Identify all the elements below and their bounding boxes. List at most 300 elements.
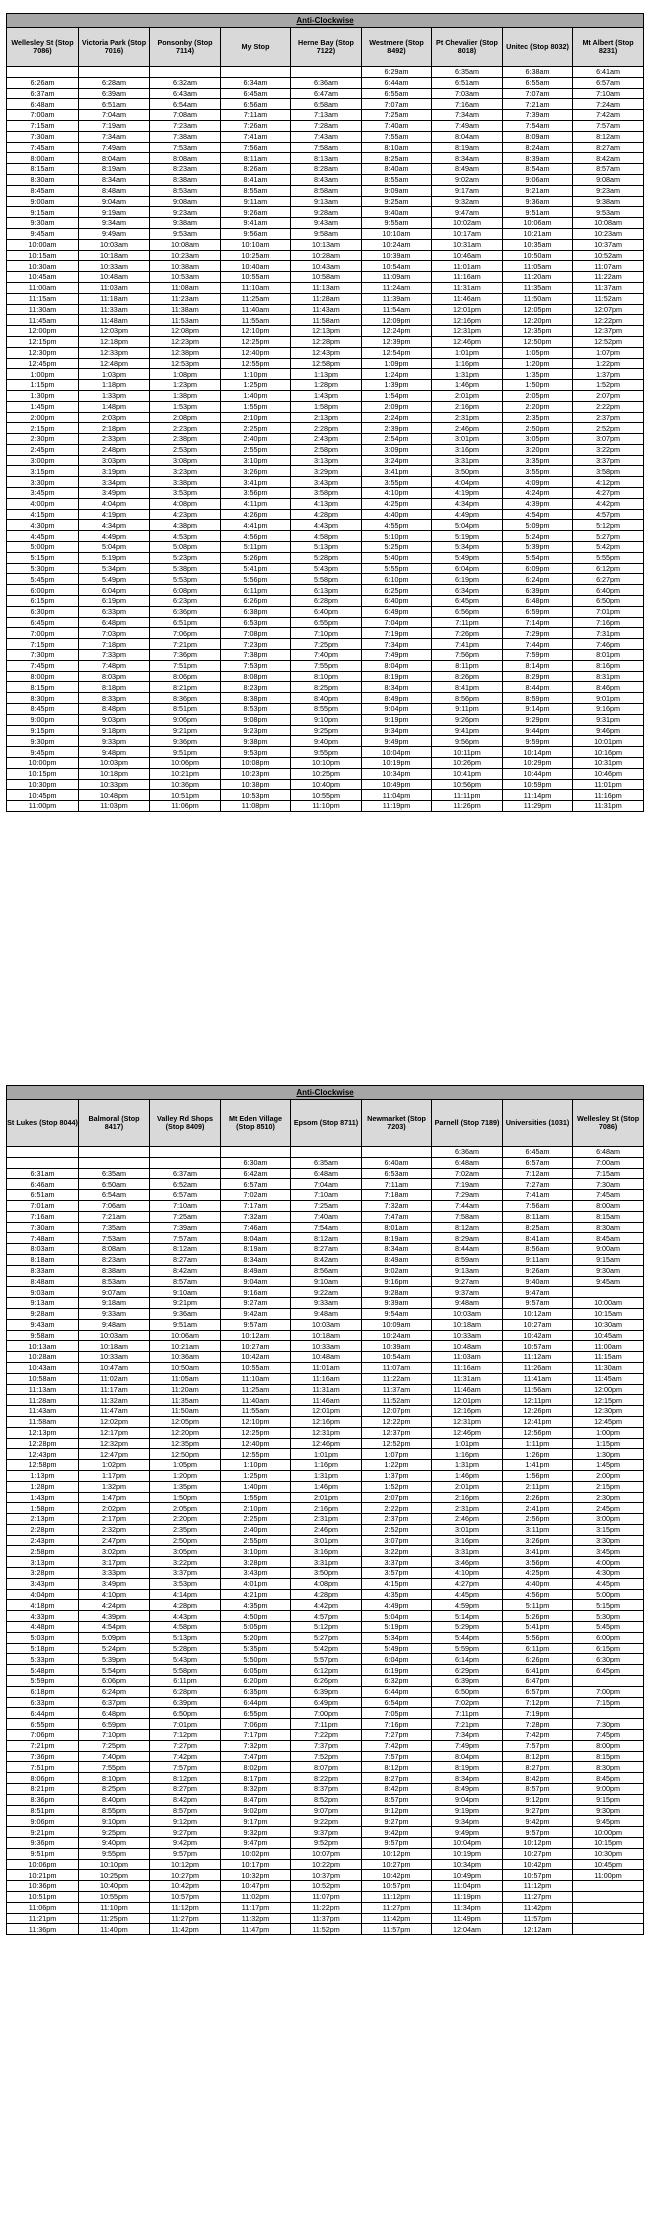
table-row (7, 1557, 644, 1568)
time-cell: 1:13pm (7, 1470, 79, 1481)
time-cell: 8:25pm (291, 682, 362, 693)
time-cell: 11:19pm (432, 1891, 503, 1902)
time-cell: 3:45pm (7, 488, 79, 499)
time-cell: 2:28pm (291, 423, 362, 434)
time-cell: 10:48am (432, 1341, 503, 1352)
time-cell: 4:53pm (150, 531, 221, 542)
time-cell: 9:51pm (150, 747, 221, 758)
time-cell: 8:24am (503, 142, 573, 153)
time-cell: 11:19pm (362, 801, 432, 812)
time-cell (7, 67, 79, 78)
table-row (7, 1816, 644, 1827)
time-cell: 1:16pm (432, 1449, 503, 1460)
table-row (7, 261, 644, 272)
time-cell: 6:50pm (150, 1708, 221, 1719)
time-cell: 6:31am (7, 1168, 79, 1179)
time-cell: 9:21am (503, 185, 573, 196)
time-cell: 5:13pm (150, 1632, 221, 1643)
time-cell: 10:59pm (503, 779, 573, 790)
column-header: Epsom (Stop 8711) (291, 1100, 362, 1147)
time-cell: 8:59pm (503, 693, 573, 704)
time-cell: 12:25pm (221, 336, 291, 347)
time-cell: 7:48pm (79, 660, 150, 671)
time-cell: 9:25pm (291, 725, 362, 736)
time-cell: 8:06pm (7, 1773, 79, 1784)
time-cell: 7:46am (221, 1222, 291, 1233)
time-cell: 7:34am (79, 131, 150, 142)
time-cell: 8:56pm (432, 693, 503, 704)
time-cell: 3:24pm (362, 455, 432, 466)
time-cell: 5:30pm (573, 1611, 644, 1622)
time-cell: 9:06pm (150, 714, 221, 725)
time-cell: 11:28am (291, 293, 362, 304)
time-cell: 1:50pm (150, 1492, 221, 1503)
time-cell: 6:34am (221, 77, 291, 88)
table-row (7, 606, 644, 617)
time-cell: 11:54am (362, 304, 432, 315)
time-cell: 2:16pm (432, 401, 503, 412)
time-cell: 8:40pm (291, 693, 362, 704)
time-cell: 7:15pm (573, 1697, 644, 1708)
time-cell: 9:57am (503, 1298, 573, 1309)
time-cell: 8:32pm (221, 1784, 291, 1795)
time-cell: 6:28am (79, 77, 150, 88)
time-cell: 7:57am (573, 120, 644, 131)
time-cell: 9:48am (291, 1308, 362, 1319)
time-cell: 7:01pm (573, 606, 644, 617)
time-cell: 11:27pm (362, 1902, 432, 1913)
time-cell: 2:47pm (79, 1535, 150, 1546)
time-cell: 7:27am (503, 1179, 573, 1190)
table-row (7, 1276, 644, 1287)
time-cell: 5:45pm (573, 1622, 644, 1633)
table-row (7, 1298, 644, 1309)
time-cell: 8:23am (150, 164, 221, 175)
table-row (7, 1827, 644, 1838)
table-row (7, 1460, 644, 1471)
time-cell: 12:46pm (432, 1427, 503, 1438)
time-cell: 4:00pm (7, 498, 79, 509)
time-cell: 3:41pm (221, 477, 291, 488)
time-cell: 3:37pm (573, 455, 644, 466)
time-cell: 9:48pm (79, 747, 150, 758)
time-cell: 7:57am (150, 1233, 221, 1244)
time-cell: 7:15am (573, 1168, 644, 1179)
time-cell: 5:26pm (221, 552, 291, 563)
time-cell: 9:51am (150, 1319, 221, 1330)
time-cell: 2:30pm (573, 1492, 644, 1503)
time-cell: 11:00am (7, 282, 79, 293)
time-cell: 9:25pm (79, 1827, 150, 1838)
time-cell: 6:54pm (362, 1697, 432, 1708)
time-cell: 8:49am (221, 1265, 291, 1276)
time-cell: 10:47pm (221, 1881, 291, 1892)
time-cell: 9:58am (291, 228, 362, 239)
time-cell: 12:46pm (432, 336, 503, 347)
time-cell: 12:01pm (291, 1406, 362, 1417)
time-cell: 12:32pm (79, 1438, 150, 1449)
column-header: Wellesley St (Stop 7086) (573, 1100, 644, 1147)
time-cell: 10:31am (432, 239, 503, 250)
time-cell: 3:34pm (79, 477, 150, 488)
time-cell: 12:31pm (432, 326, 503, 337)
time-cell: 7:23pm (221, 639, 291, 650)
time-cell: 8:49pm (432, 1784, 503, 1795)
time-cell: 11:57pm (503, 1913, 573, 1924)
time-cell: 7:19pm (362, 628, 432, 639)
time-cell: 5:00pm (573, 1589, 644, 1600)
time-cell: 11:43am (291, 304, 362, 315)
time-cell: 8:18am (7, 1254, 79, 1265)
time-cell: 9:36pm (150, 736, 221, 747)
time-cell: 7:57pm (150, 1762, 221, 1773)
table-row (7, 1503, 644, 1514)
time-cell: 9:17am (432, 185, 503, 196)
time-cell: 9:54am (362, 1308, 432, 1319)
time-cell: 5:15pm (573, 1600, 644, 1611)
time-cell: 8:41am (221, 174, 291, 185)
time-cell: 6:24pm (79, 1686, 150, 1697)
table-row (7, 1427, 644, 1438)
time-cell: 1:23pm (150, 380, 221, 391)
time-cell: 3:43pm (291, 477, 362, 488)
time-cell: 6:53am (362, 1168, 432, 1179)
time-cell: 11:43am (7, 1406, 79, 1417)
time-cell: 7:41am (503, 1190, 573, 1201)
time-cell: 2:50pm (503, 423, 573, 434)
time-cell: 5:23pm (150, 552, 221, 563)
time-cell: 8:10am (362, 142, 432, 153)
time-cell: 6:26pm (291, 1676, 362, 1687)
time-cell: 9:10pm (291, 714, 362, 725)
time-cell: 5:10pm (362, 531, 432, 542)
time-cell: 9:56am (221, 228, 291, 239)
time-cell: 5:38pm (150, 563, 221, 574)
time-cell: 7:06pm (150, 628, 221, 639)
time-cell: 5:42pm (573, 542, 644, 553)
time-cell: 9:57pm (362, 1838, 432, 1849)
time-cell: 4:10pm (362, 488, 432, 499)
time-cell: 7:29am (432, 1190, 503, 1201)
table-row (7, 153, 644, 164)
table-row (7, 1406, 644, 1417)
time-cell: 11:28am (7, 1395, 79, 1406)
time-cell: 6:55pm (7, 1719, 79, 1730)
time-cell: 9:37am (432, 1287, 503, 1298)
time-cell: 2:30pm (7, 434, 79, 445)
table-row (7, 1676, 644, 1687)
table-row (7, 218, 644, 229)
time-cell: 5:04pm (362, 1611, 432, 1622)
time-cell: 7:36pm (7, 1751, 79, 1762)
time-cell: 9:00am (573, 1244, 644, 1255)
time-cell: 9:21pm (150, 1298, 221, 1309)
time-cell: 7:53am (79, 1233, 150, 1244)
time-cell: 7:22pm (291, 1730, 362, 1741)
time-cell: 8:01pm (573, 650, 644, 661)
time-cell: 9:57pm (150, 1848, 221, 1859)
time-cell: 12:07pm (573, 304, 644, 315)
time-cell: 5:11pm (221, 542, 291, 553)
time-cell: 6:12pm (291, 1665, 362, 1676)
time-cell: 8:40pm (79, 1794, 150, 1805)
time-cell: 5:08pm (150, 542, 221, 553)
time-cell: 10:11pm (432, 747, 503, 758)
time-cell: 7:49pm (362, 650, 432, 661)
time-cell: 11:10pm (79, 1902, 150, 1913)
time-cell: 7:10am (291, 1190, 362, 1201)
time-cell: 9:04pm (362, 704, 432, 715)
time-cell: 12:00pm (7, 326, 79, 337)
time-cell: 11:03am (79, 282, 150, 293)
time-cell: 2:07pm (573, 390, 644, 401)
time-cell: 6:39pm (432, 1676, 503, 1687)
time-cell: 8:34am (79, 174, 150, 185)
time-cell: 3:50pm (291, 1568, 362, 1579)
time-cell: 10:28am (291, 250, 362, 261)
time-cell: 6:39am (79, 88, 150, 99)
time-cell: 6:04pm (432, 563, 503, 574)
time-cell: 10:19pm (432, 1848, 503, 1859)
time-cell: 9:27am (221, 1298, 291, 1309)
time-cell: 7:19pm (503, 1708, 573, 1719)
time-cell: 10:44pm (503, 768, 573, 779)
time-cell: 9:26pm (432, 714, 503, 725)
table-row (7, 1157, 644, 1168)
time-cell: 6:19pm (362, 1665, 432, 1676)
table-row (7, 1308, 644, 1319)
time-cell: 1:43pm (7, 1492, 79, 1503)
table-row (7, 142, 644, 153)
time-cell: 1:55pm (221, 1492, 291, 1503)
time-cell: 9:49am (79, 228, 150, 239)
time-cell: 12:35pm (150, 1438, 221, 1449)
time-cell: 12:52pm (573, 336, 644, 347)
time-cell: 7:47pm (221, 1751, 291, 1762)
time-cell: 6:05pm (221, 1665, 291, 1676)
table-row (7, 401, 644, 412)
time-cell: 7:40pm (79, 1751, 150, 1762)
time-cell: 12:55pm (221, 1449, 291, 1460)
time-cell: 1:56pm (503, 1470, 573, 1481)
time-cell: 7:53am (150, 142, 221, 153)
time-cell: 2:31pm (432, 1503, 503, 1514)
time-cell: 12:46pm (291, 1438, 362, 1449)
time-cell: 10:03am (79, 239, 150, 250)
table-row (7, 704, 644, 715)
time-cell: 7:04am (291, 1179, 362, 1190)
time-cell: 7:10pm (79, 1730, 150, 1741)
time-cell (573, 1902, 644, 1913)
time-cell: 10:36pm (7, 1881, 79, 1892)
table-row (7, 1805, 644, 1816)
time-cell: 11:17am (79, 1384, 150, 1395)
time-cell: 10:45pm (573, 1859, 644, 1870)
time-cell: 7:30am (573, 1179, 644, 1190)
time-cell: 2:23pm (150, 423, 221, 434)
time-cell: 10:46am (432, 250, 503, 261)
time-cell: 8:39am (503, 153, 573, 164)
time-cell: 8:57am (573, 164, 644, 175)
time-cell: 6:40am (362, 1157, 432, 1168)
time-cell: 8:18pm (79, 682, 150, 693)
time-cell: 2:31pm (432, 412, 503, 423)
time-cell: 12:20pm (503, 315, 573, 326)
time-cell: 10:17am (432, 228, 503, 239)
time-cell: 7:13am (291, 110, 362, 121)
time-cell: 10:10am (362, 228, 432, 239)
time-cell: 7:57pm (503, 1740, 573, 1751)
column-header: Wellesley St (Stop 7086) (7, 28, 79, 67)
time-cell: 9:23am (150, 207, 221, 218)
time-cell: 7:29pm (503, 628, 573, 639)
time-cell: 8:08am (79, 1244, 150, 1255)
time-cell: 7:21am (503, 99, 573, 110)
time-cell: 4:01pm (221, 1578, 291, 1589)
time-cell: 3:30pm (573, 1535, 644, 1546)
time-cell: 3:45pm (573, 1546, 644, 1557)
table-row (7, 1362, 644, 1373)
time-cell: 3:22pm (150, 1557, 221, 1568)
table-row (7, 628, 644, 639)
time-cell: 2:46pm (291, 1524, 362, 1535)
time-cell: 8:49am (362, 1254, 432, 1265)
time-cell: 7:25am (362, 110, 432, 121)
time-cell: 10:33am (291, 1341, 362, 1352)
time-cell: 1:47pm (79, 1492, 150, 1503)
time-cell: 12:11pm (503, 1395, 573, 1406)
time-cell: 10:25am (221, 250, 291, 261)
time-cell: 3:55pm (362, 477, 432, 488)
time-cell: 9:00pm (573, 1784, 644, 1795)
time-cell: 2:03pm (79, 412, 150, 423)
time-cell: 11:29pm (503, 801, 573, 812)
table-row (7, 1654, 644, 1665)
time-cell: 7:25am (150, 1211, 221, 1222)
time-cell: 1:08pm (150, 369, 221, 380)
time-cell: 11:50am (150, 1406, 221, 1417)
time-cell: 11:42pm (503, 1902, 573, 1913)
table-row (7, 1697, 644, 1708)
time-cell: 10:23am (150, 250, 221, 261)
time-cell: 5:14pm (432, 1611, 503, 1622)
time-cell: 9:21pm (7, 1827, 79, 1838)
time-cell: 2:31pm (291, 1514, 362, 1525)
time-cell: 6:41am (573, 67, 644, 78)
time-cell: 11:37am (362, 1384, 432, 1395)
time-cell: 3:55pm (503, 466, 573, 477)
time-cell: 9:04pm (432, 1794, 503, 1805)
column-header: Balmoral (Stop 8417) (79, 1100, 150, 1147)
time-cell: 12:10pm (221, 326, 291, 337)
time-cell: 7:30am (7, 1222, 79, 1233)
time-cell: 3:46pm (432, 1557, 503, 1568)
time-cell: 6:39pm (150, 1697, 221, 1708)
time-cell: 11:25am (221, 1384, 291, 1395)
time-cell: 8:38am (79, 1265, 150, 1276)
time-cell: 10:30am (7, 261, 79, 272)
time-cell: 9:30am (7, 218, 79, 229)
time-cell: 9:22pm (291, 1816, 362, 1827)
time-cell: 9:13am (432, 1265, 503, 1276)
time-cell: 11:26am (503, 1362, 573, 1373)
table-row (7, 660, 644, 671)
time-cell: 10:06pm (7, 1859, 79, 1870)
time-cell: 2:01pm (432, 1481, 503, 1492)
time-cell: 7:10am (573, 88, 644, 99)
time-cell: 5:25pm (362, 542, 432, 553)
time-cell: 9:03am (7, 1287, 79, 1298)
time-cell: 1:31pm (432, 369, 503, 380)
time-cell: 8:04am (79, 153, 150, 164)
time-cell: 9:08am (573, 174, 644, 185)
table-row (7, 1708, 644, 1719)
time-cell: 7:49pm (432, 1740, 503, 1751)
table-row (7, 1632, 644, 1643)
time-cell: 11:10pm (291, 801, 362, 812)
table-row (7, 682, 644, 693)
time-cell: 10:54am (362, 261, 432, 272)
time-cell: 9:53pm (221, 747, 291, 758)
time-cell: 10:22pm (291, 1859, 362, 1870)
time-cell: 11:16am (432, 272, 503, 283)
column-headers (7, 1100, 644, 1147)
time-cell: 7:38am (150, 131, 221, 142)
time-cell: 10:48am (79, 272, 150, 283)
time-cell: 1:30pm (573, 1449, 644, 1460)
time-cell: 10:51pm (150, 790, 221, 801)
time-cell: 5:19pm (79, 552, 150, 563)
time-cell: 10:28am (7, 1352, 79, 1363)
time-cell: 5:55pm (573, 552, 644, 563)
time-cell: 3:49pm (79, 1578, 150, 1589)
time-cell: 11:35am (503, 282, 573, 293)
time-cell: 12:48pm (79, 358, 150, 369)
table-row (7, 174, 644, 185)
time-cell: 6:57pm (503, 1686, 573, 1697)
time-cell: 2:45pm (573, 1503, 644, 1514)
time-cell: 1:37pm (573, 369, 644, 380)
time-cell: 5:15pm (7, 552, 79, 563)
column-headers (7, 28, 644, 67)
time-cell: 2:00pm (7, 412, 79, 423)
time-cell: 8:03am (7, 1244, 79, 1255)
time-cell: 7:41pm (432, 639, 503, 650)
time-cell: 4:39pm (503, 498, 573, 509)
time-cell: 11:00am (573, 1341, 644, 1352)
time-cell: 10:21pm (150, 768, 221, 779)
table-row (7, 563, 644, 574)
time-cell: 8:30am (7, 174, 79, 185)
time-cell: 3:22pm (573, 444, 644, 455)
table-row (7, 1740, 644, 1751)
time-cell: 1:26pm (503, 1449, 573, 1460)
time-cell: 5:45pm (7, 574, 79, 585)
time-cell: 1:17pm (79, 1470, 150, 1481)
time-cell: 5:05pm (221, 1622, 291, 1633)
time-cell: 7:56am (503, 1200, 573, 1211)
table-row (7, 531, 644, 542)
time-cell: 7:11am (221, 110, 291, 121)
time-cell: 10:35am (503, 239, 573, 250)
time-cell: 9:59pm (503, 736, 573, 747)
time-cell: 7:17am (221, 1200, 291, 1211)
table-row (7, 585, 644, 596)
time-cell: 7:03am (432, 88, 503, 99)
time-cell: 6:11pm (150, 1676, 221, 1687)
time-cell: 7:32am (221, 1211, 291, 1222)
time-cell: 8:29pm (503, 671, 573, 682)
